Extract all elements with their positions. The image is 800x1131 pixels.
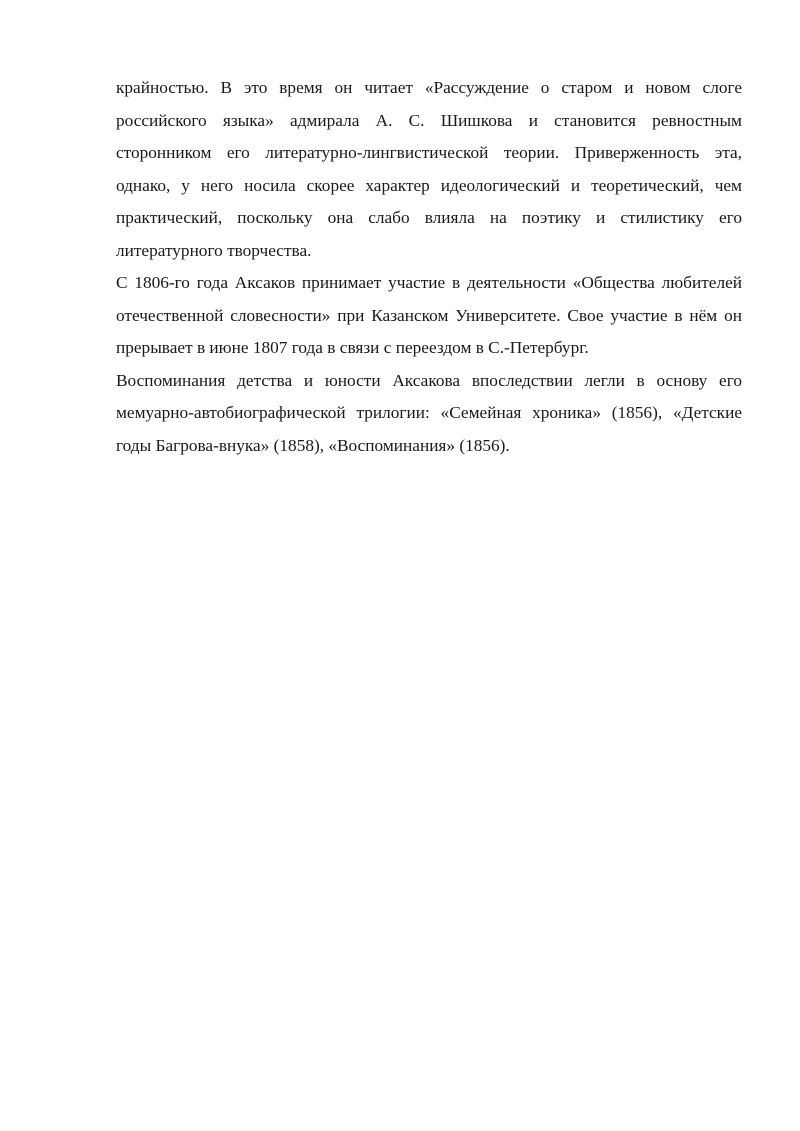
paragraph-2: С 1806-го года Аксаков принимает участие в деятельности «Общества любителей отечественной словесности» при Казанском Университете. Свое участие в нём он прерывает в июне 1807 года в связи с переездом в С.-Петербург. [116,273,742,357]
body-text [116,72,742,462]
paragraph-1: крайностью. В это время он читает «Рассуждение о старом и новом слоге российского языка» адмирала А. С. Шишкова и становится ревностным сторонником его литературно-лингвистической теории. Приверженность эта, однако, у него носила скорее характер идеологический и теоретический, чем практический, поскольку она слабо влияла на поэтику и стилистику его литературного творчества. [116,78,742,260]
paragraph-3: Воспоминания детства и юности Аксакова впоследствии легли в основу его мемуарно-автобиографической трилогии: «Семейная хроника» (1856), «Детские годы Багрова-внука» (1858), «Воспоминания» (1856). [116,370,742,455]
